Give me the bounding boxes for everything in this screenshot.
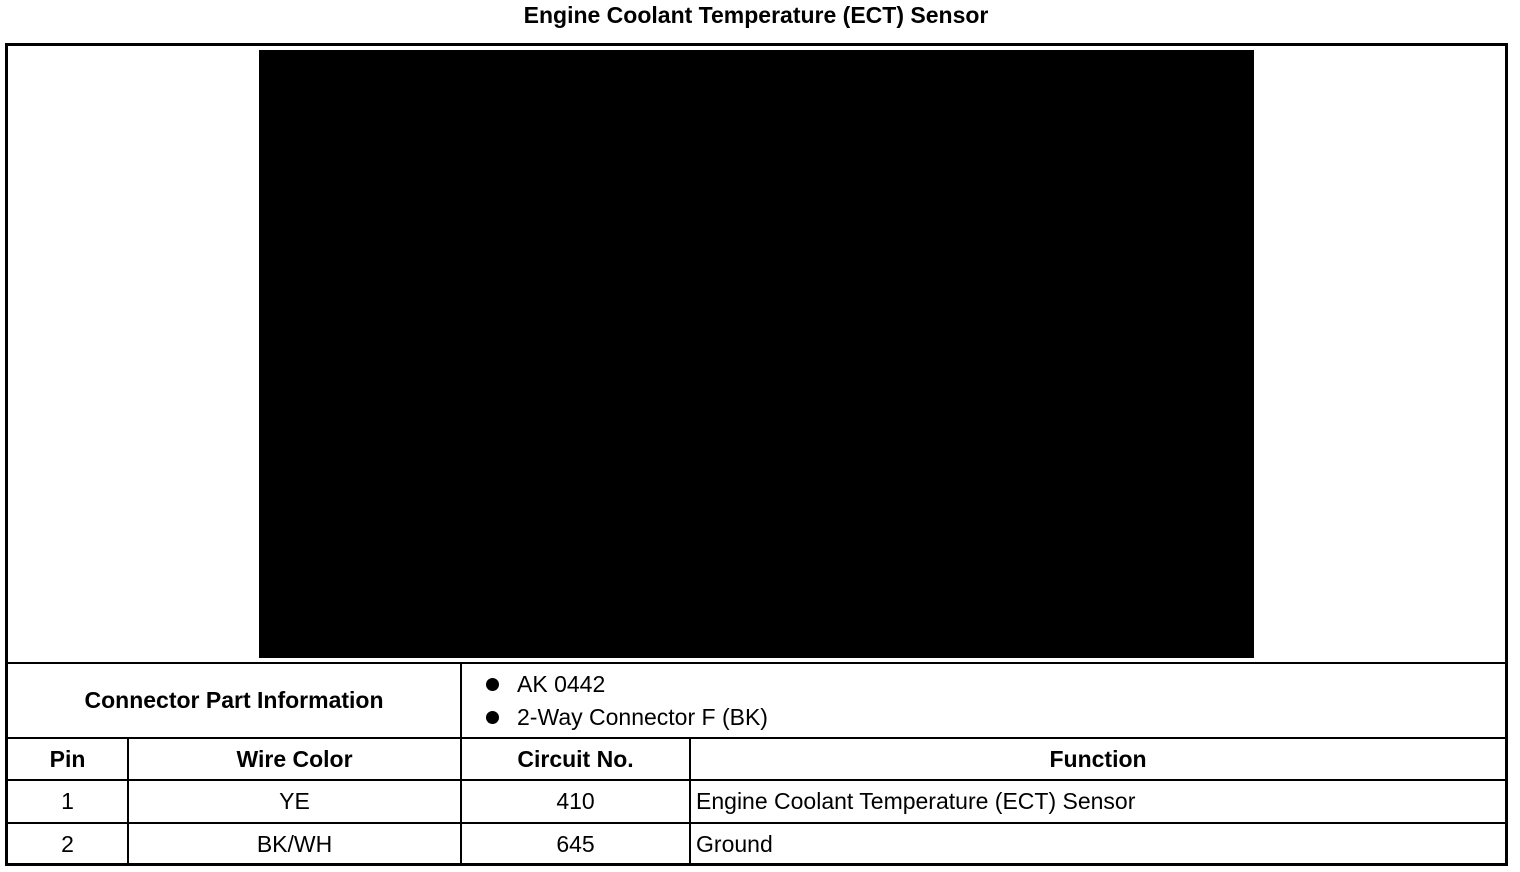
- list-item: [486, 701, 1505, 734]
- circuit-cell: 645: [461, 823, 690, 865]
- bullet-icon: [486, 711, 499, 724]
- circuit-cell: 410: [461, 780, 690, 823]
- header-function: Function: [690, 738, 1505, 780]
- connector-image-area: [8, 46, 1505, 664]
- table-header-row: [8, 738, 1505, 780]
- pinout-table: [8, 664, 1505, 865]
- connector-info-label: Connector Part Information: [8, 664, 461, 738]
- connector-end-view-frame: [5, 43, 1508, 866]
- connector-image: [259, 50, 1254, 658]
- wire-color-cell: YE: [128, 780, 461, 823]
- connector-info-row: [8, 664, 1505, 738]
- bullet-icon: [486, 678, 499, 691]
- function-cell: Ground: [690, 823, 1505, 865]
- wire-color-cell: BK/WH: [128, 823, 461, 865]
- list-item: [486, 668, 1505, 701]
- header-pin: Pin: [8, 738, 128, 780]
- connector-info-list: [462, 668, 1505, 734]
- pin-cell: 1: [8, 780, 128, 823]
- table-row: [8, 780, 1505, 823]
- header-circuit-no: Circuit No.: [461, 738, 690, 780]
- connector-info-item: 2-Way Connector F (BK): [517, 703, 768, 730]
- connector-info-cell: [461, 664, 1505, 738]
- page-title: Engine Coolant Temperature (ECT) Sensor: [523, 2, 989, 28]
- pin-cell: 2: [8, 823, 128, 865]
- header-wire-color: Wire Color: [128, 738, 461, 780]
- function-cell: Engine Coolant Temperature (ECT) Sensor: [690, 780, 1505, 823]
- table-row: [8, 823, 1505, 865]
- connector-info-item: AK 0442: [517, 670, 606, 697]
